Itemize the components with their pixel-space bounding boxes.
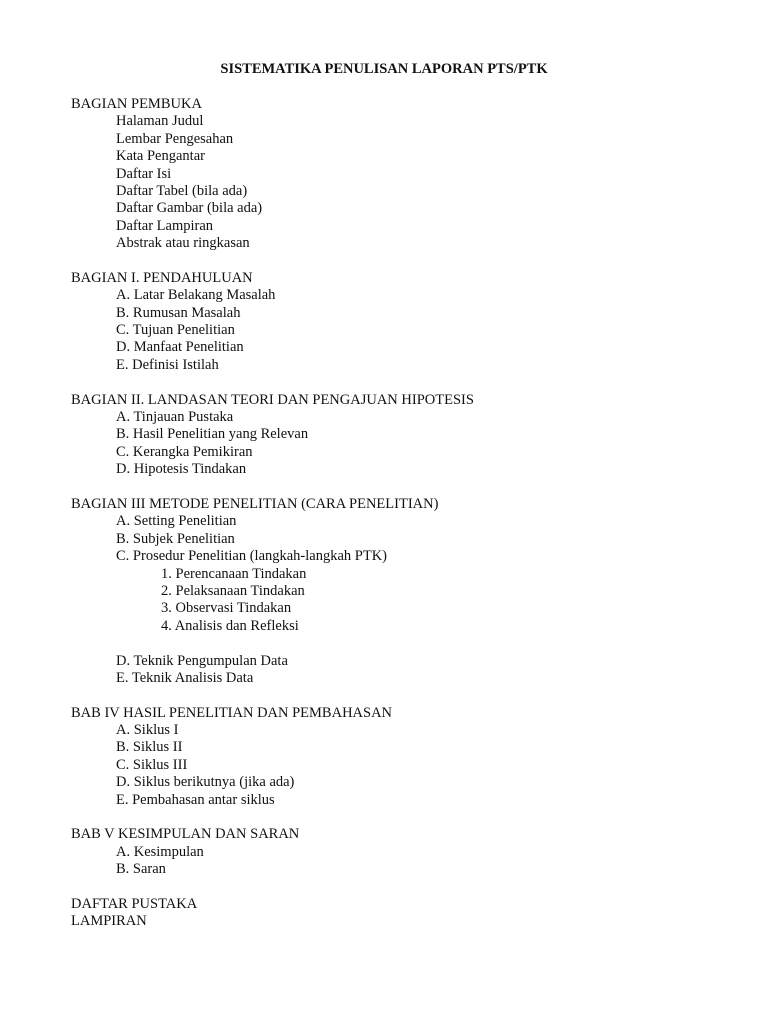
section-bab-v <box>71 826 731 878</box>
outline-item: Daftar Tabel (bila ada) <box>116 182 248 199</box>
section-heading: BAB IV HASIL PENELITIAN DAN PEMBAHASAN <box>71 704 393 721</box>
outline-item: Daftar Isi <box>116 165 172 182</box>
document-outline <box>71 96 731 931</box>
section-bagian-pembuka <box>71 96 731 253</box>
outline-item: D. Teknik Pengumpulan Data <box>116 652 288 669</box>
section-heading: BAGIAN I. PENDAHULUAN <box>71 269 253 286</box>
outline-item: E. Teknik Analisis Data <box>116 669 254 686</box>
outline-item: Lembar Pengesahan <box>116 130 234 147</box>
outline-item: C. Siklus III <box>116 756 188 773</box>
outline-item: A. Tinjauan Pustaka <box>116 409 234 426</box>
document-title: SISTEMATIKA PENULISAN LAPORAN PTS/PTK <box>220 61 548 77</box>
outline-subitem: 4. Analisis dan Refleksi <box>161 617 299 634</box>
outline-item: A. Siklus I <box>116 722 179 739</box>
outline-item: Abstrak atau ringkasan <box>116 235 250 252</box>
outline-subitem: 3. Observasi Tindakan <box>161 600 292 617</box>
outline-item: B. Siklus II <box>116 739 183 756</box>
outline-item: A. Setting Penelitian <box>116 513 237 530</box>
outline-item: D. Hipotesis Tindakan <box>116 461 247 478</box>
outline-item: C. Tujuan Penelitian <box>116 322 235 339</box>
section-bagian-ii <box>71 392 731 479</box>
blank-line <box>71 635 731 652</box>
outline-item: Daftar Lampiran <box>116 217 214 234</box>
outline-item: B. Hasil Penelitian yang Relevan <box>116 426 309 443</box>
lampiran-heading: LAMPIRAN <box>71 913 147 930</box>
daftar-pustaka-heading: DAFTAR PUSTAKA <box>71 895 198 912</box>
outline-item: E. Pembahasan antar siklus <box>116 791 275 808</box>
section-bagian-i <box>71 270 731 374</box>
outline-item: B. Subjek Penelitian <box>116 530 235 547</box>
outline-item: Halaman Judul <box>116 113 204 130</box>
section-heading: BAGIAN III METODE PENELITIAN (CARA PENELITIAN) <box>71 495 439 512</box>
outline-item: B. Saran <box>116 861 166 878</box>
outline-item: C. Kerangka Pemikiran <box>116 443 253 460</box>
outline-subitem: 1. Perencanaan Tindakan <box>161 565 307 582</box>
outline-item: Daftar Gambar (bila ada) <box>116 200 263 217</box>
outline-item: D. Manfaat Penelitian <box>116 339 244 356</box>
outline-item: D. Siklus berikutnya (jika ada) <box>116 774 295 791</box>
section-closing <box>71 896 731 931</box>
section-heading: BAB V KESIMPULAN DAN SARAN <box>71 826 300 843</box>
outline-item: A. Latar Belakang Masalah <box>116 287 276 304</box>
section-heading: BAGIAN PEMBUKA <box>71 96 202 112</box>
outline-item: B. Rumusan Masalah <box>116 304 241 321</box>
outline-subitem: 2. Pelaksanaan Tindakan <box>161 582 305 599</box>
outline-item: A. Kesimpulan <box>116 843 204 860</box>
section-heading: BAGIAN II. LANDASAN TEORI DAN PENGAJUAN HIPOTESIS <box>71 391 474 408</box>
outline-item: C. Prosedur Penelitian (langkah-langkah PTK) <box>116 548 388 565</box>
section-bagian-iii <box>71 496 731 687</box>
outline-item: E. Definisi Istilah <box>116 356 219 373</box>
section-bab-iv <box>71 705 731 809</box>
outline-item: Kata Pengantar <box>116 148 205 165</box>
